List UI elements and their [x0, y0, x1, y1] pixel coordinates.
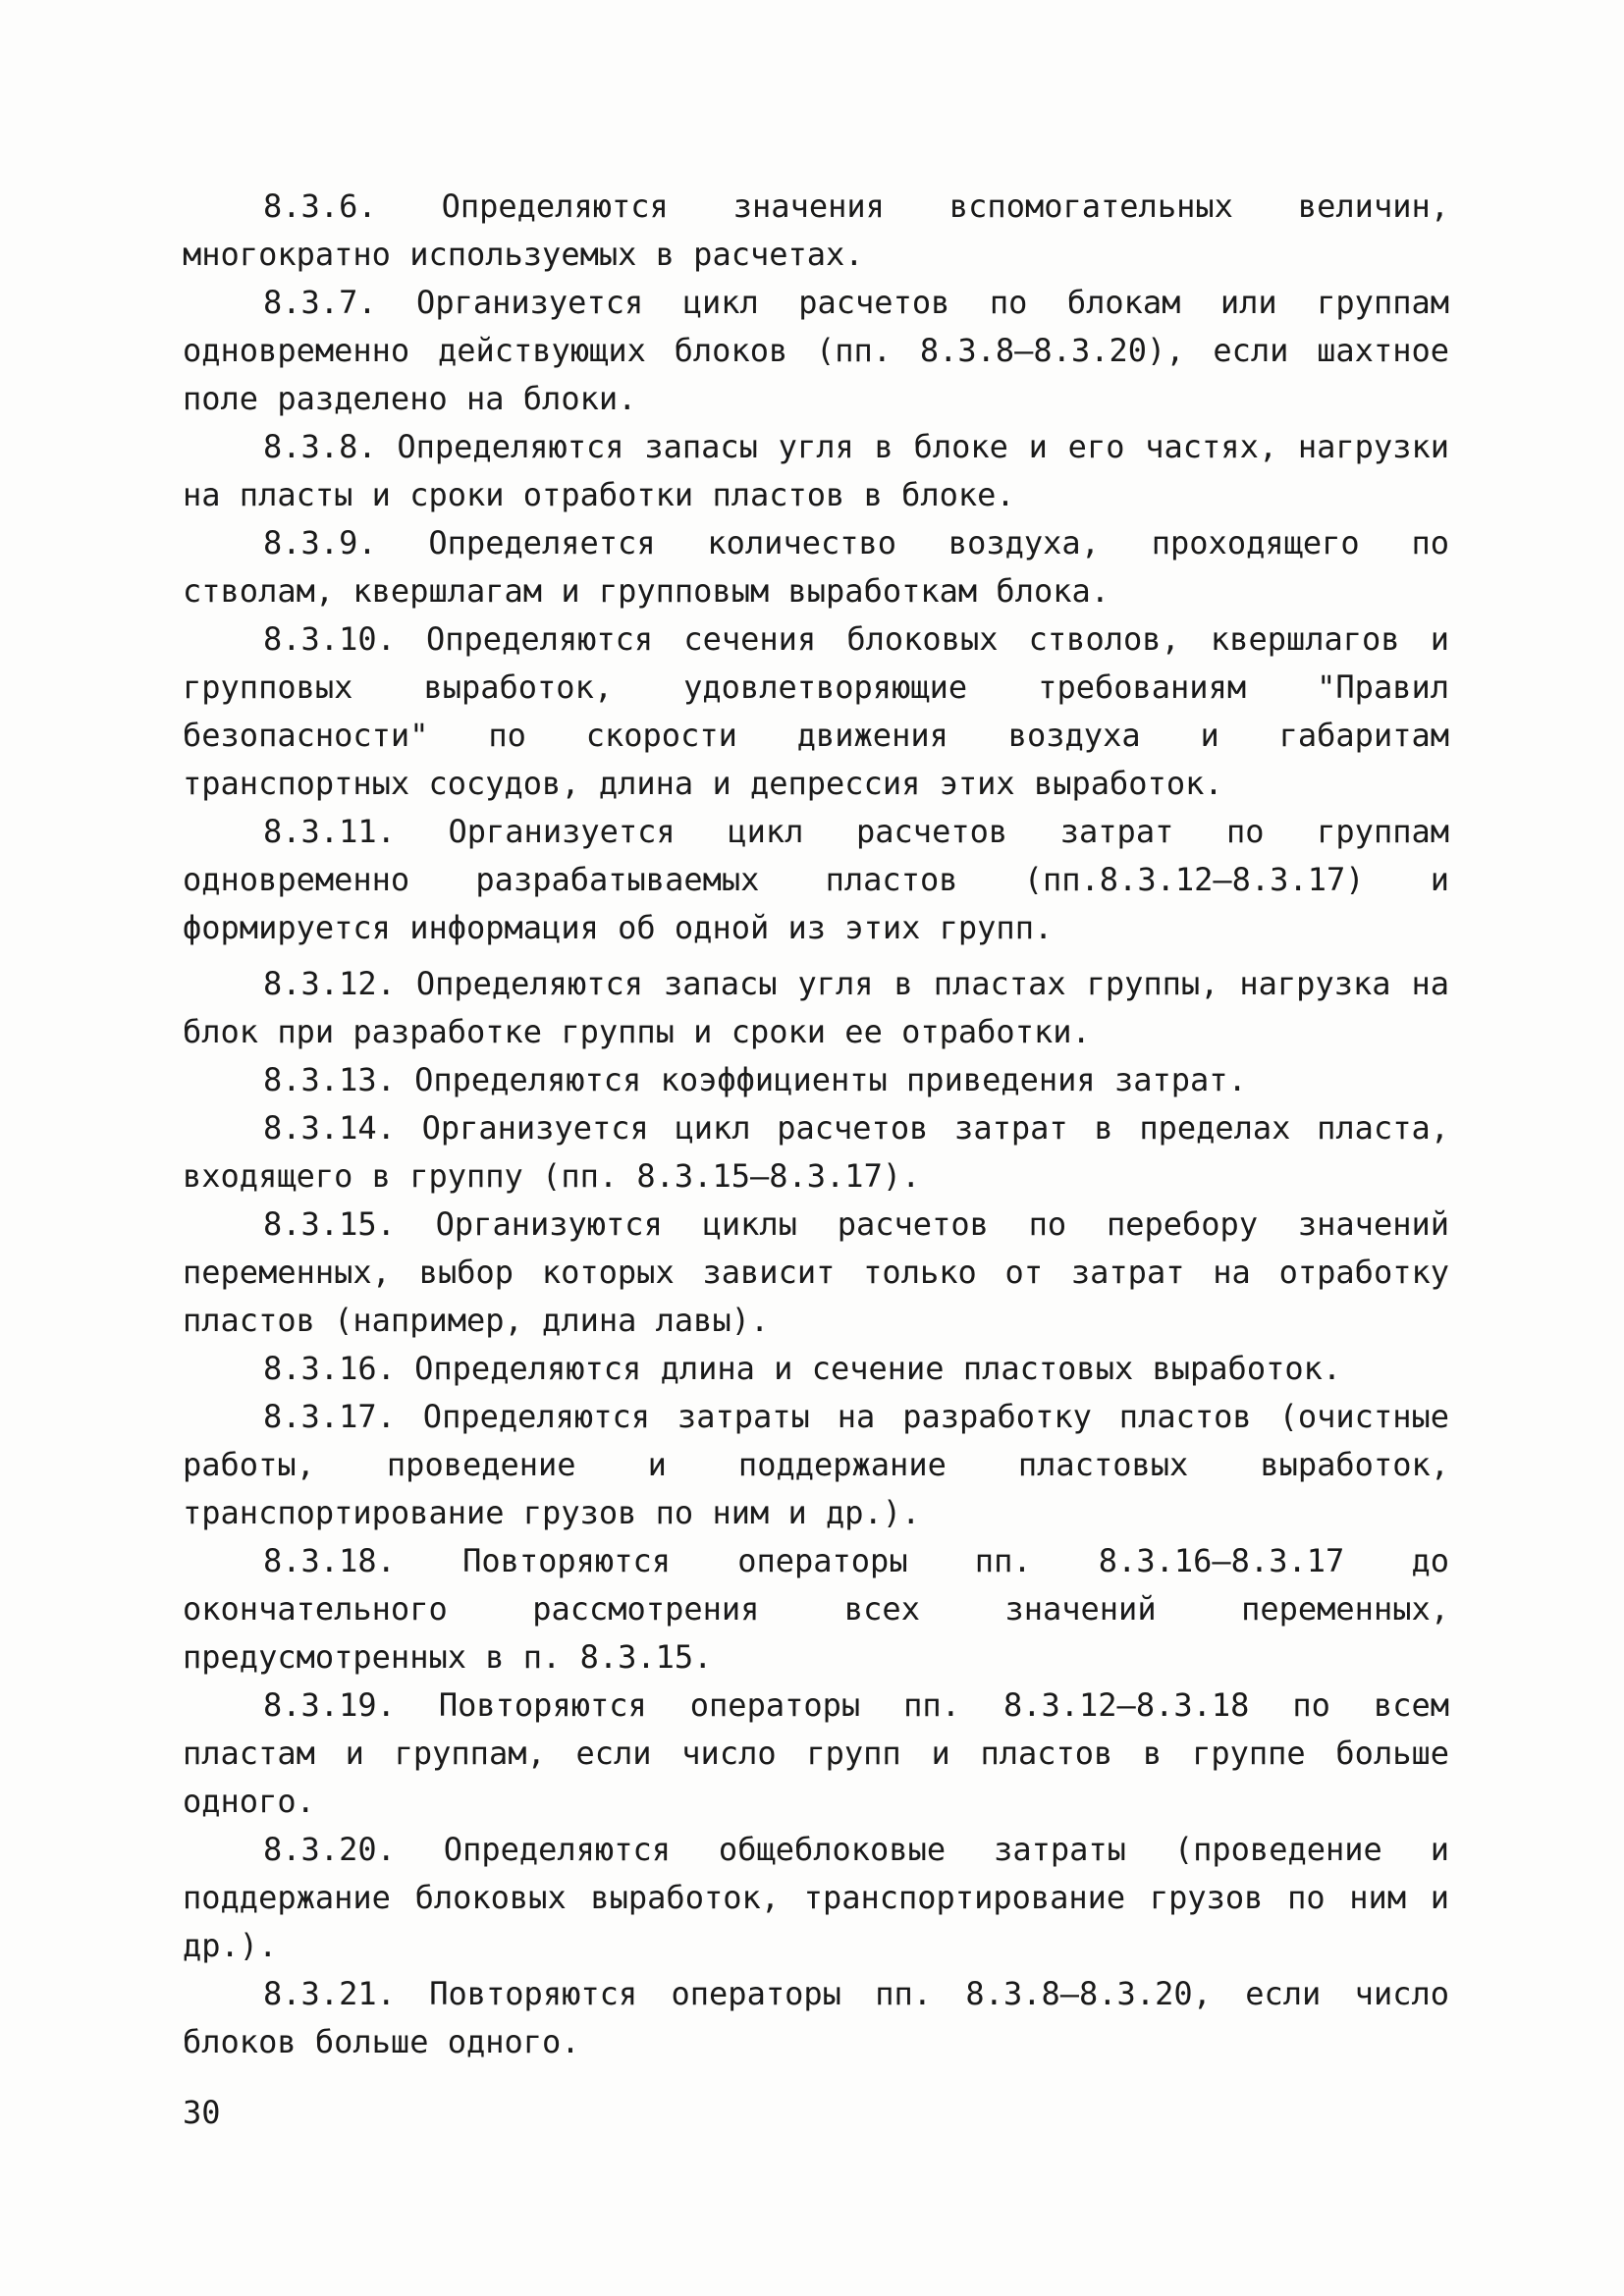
page-number: 30 [183, 2094, 221, 2131]
body-text [183, 183, 1449, 2066]
paragraph-8-3-13: 8.3.13. Определяются коэффициенты приведения затрат. [263, 1061, 1247, 1098]
paragraph-8-3-17: 8.3.17. Определяются затраты на разработку пластов (очистные работы, проведение и поддержание пластовых выработок, транспортирование грузов по ним и др.). [183, 1398, 1449, 1531]
paragraph-8-3-9: 8.3.9. Определяется количество воздуха, проходящего по стволам, квершлагам и групповым выработкам блока. [183, 524, 1449, 610]
paragraph-8-3-21: 8.3.21. Повторяются операторы пп. 8.3.8–8.3.20, если число блоков больше одного. [183, 1975, 1449, 2060]
paragraph-8-3-19: 8.3.19. Повторяются операторы пп. 8.3.12–8.3.18 по всем пластам и группам, если число групп и пластов в группе больше одного. [183, 1686, 1449, 1820]
paragraph-8-3-11: 8.3.11. Организуется цикл расчетов затрат по группам одновременно разрабатываемых пластов (пп.8.3.12–8.3.17) и формируется информация об одной из этих групп. [183, 813, 1449, 946]
paragraph-8-3-15: 8.3.15. Организуются циклы расчетов по перебору значений переменных, выбор которых зависит только от затрат на отработку пластов (например, длина лавы). [183, 1205, 1449, 1339]
paragraph-8-3-10: 8.3.10. Определяются сечения блоковых стволов, квершлагов и групповых выработок, удовлетворяющие требованиям "Правил безопасности" по скорости движения воздуха и габаритам транспортных сосудов, длина и депрессия этих выработок. [183, 620, 1449, 802]
paragraph-8-3-16: 8.3.16. Определяются длина и сечение пластовых выработок. [263, 1350, 1342, 1387]
paragraph-8-3-20: 8.3.20. Определяются общеблоковые затраты (проведение и поддержание блоковых выработок, транспортирование грузов по ним и др.). [183, 1831, 1449, 1964]
paragraph-8-3-8: 8.3.8. Определяются запасы угля в блоке и его частях, нагрузки на пласты и сроки отработки пластов в блоке. [183, 428, 1449, 513]
paragraph-8-3-12: 8.3.12. Определяются запасы угля в пластах группы, нагрузка на блок при разработке группы и сроки ее отработки. [183, 965, 1449, 1050]
paragraph-8-3-18: 8.3.18. Повторяются операторы пп. 8.3.16–8.3.17 до окончательного рассмотрения всех значений переменных, предусмотренных в п. 8.3.15. [183, 1542, 1449, 1676]
paragraph-8-3-7: 8.3.7. Организуется цикл расчетов по блокам или группам одновременно действующих блоков (пп. 8.3.8–8.3.20), если шахтное поле разделено на блоки. [183, 284, 1449, 417]
paragraph-8-3-6: 8.3.6. Определяются значения вспомогательных величин, многократно используемых в расчетах. [183, 187, 1449, 273]
paragraph-8-3-14: 8.3.14. Организуется цикл расчетов затрат в пределах пласта, входящего в группу (пп. 8.3.15–8.3.17). [183, 1109, 1449, 1195]
